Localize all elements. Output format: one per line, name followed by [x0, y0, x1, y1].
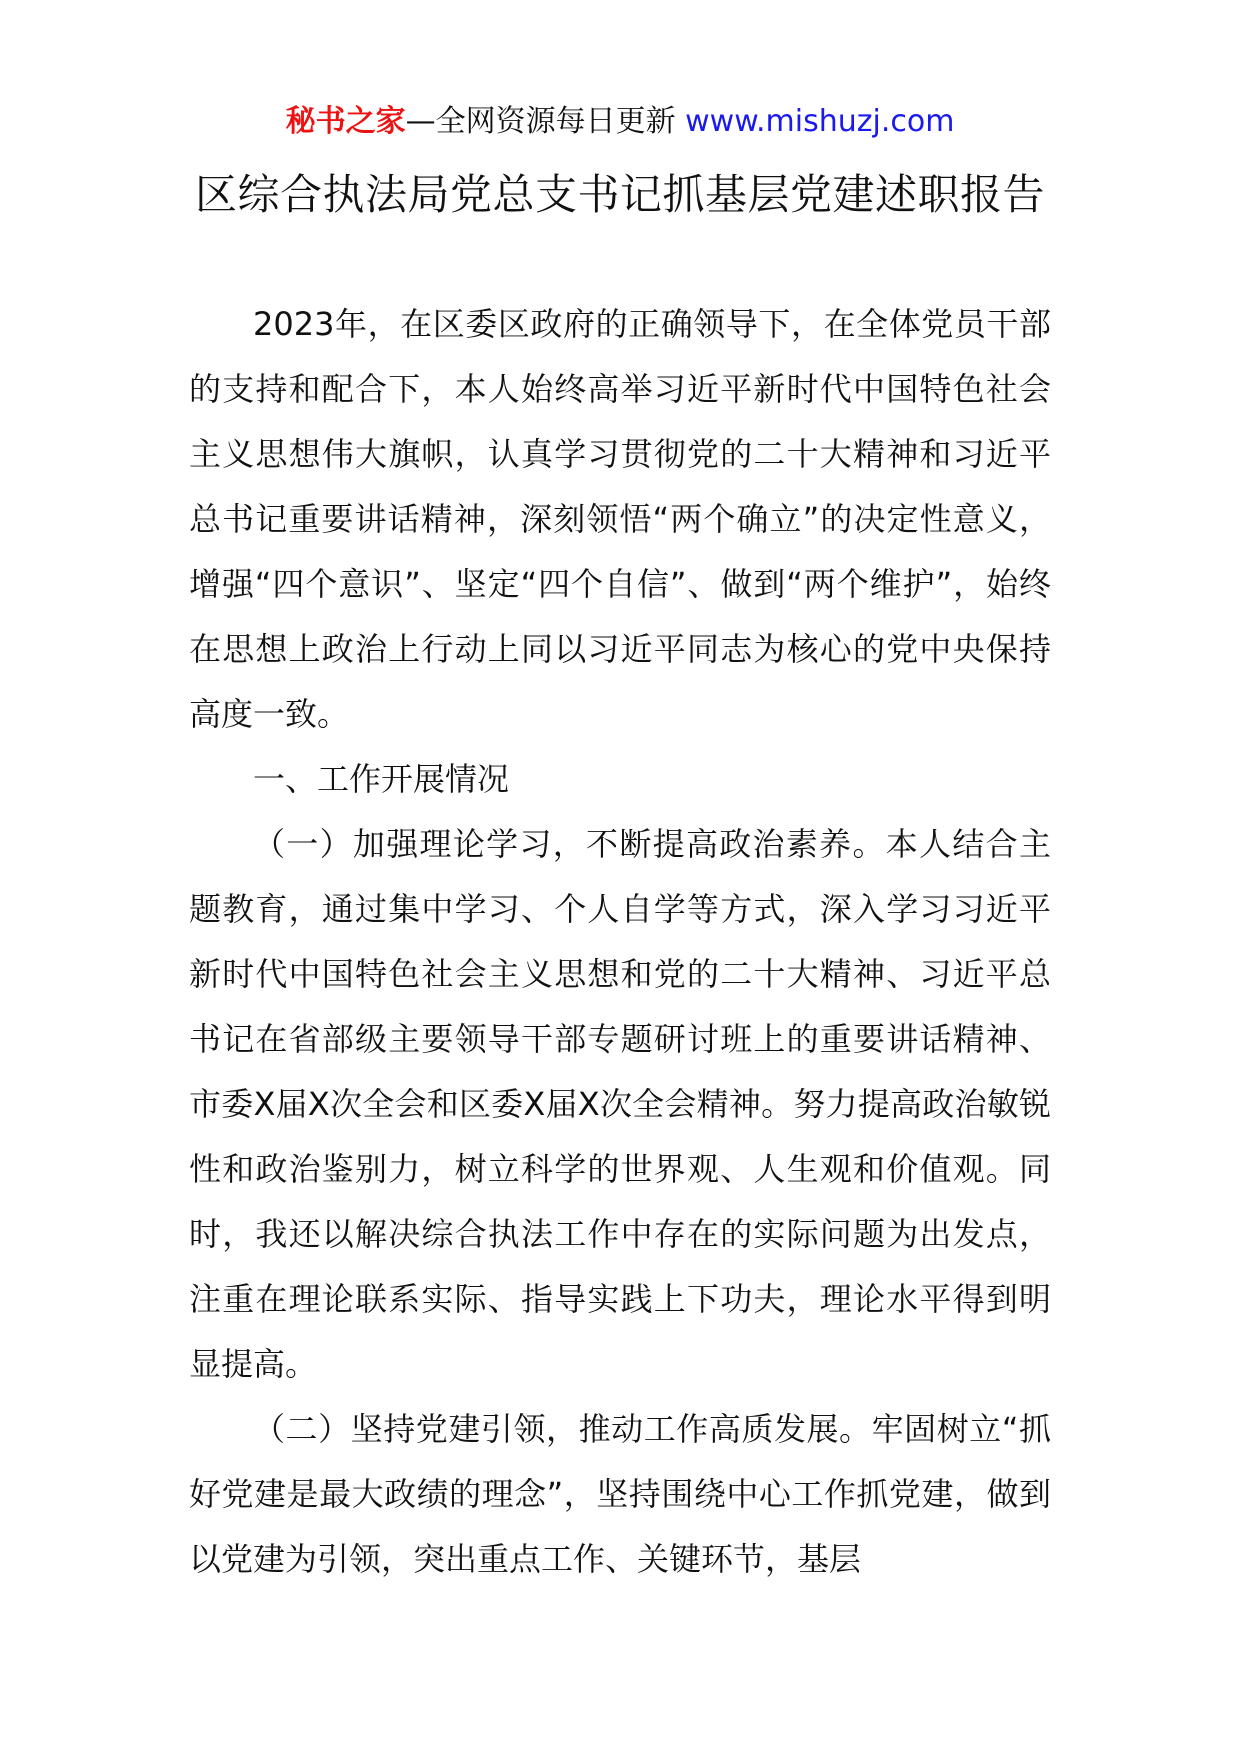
site-header	[0, 100, 1240, 144]
paragraph-party-building: （二）坚持党建引领，推动工作高质发展。牢固树立“抓好党建是最大政绩的理念”，坚持围绕中心工作抓党建，做到以党建为引领，突出重点工作、关键环节，基层	[189, 1410, 1051, 1578]
section-heading: 一、工作开展情况	[253, 760, 510, 798]
document-title: 区综合执法局党总支书记抓基层党建述职报告	[194, 170, 1045, 219]
paragraph-intro: 2023年，在区委区政府的正确领导下，在全体党员干部的支持和配合下，本人始终高举习近平新时代中国特色社会主义思想伟大旗帜，认真学习贯彻党的二十大精神和习近平总书记重要讲话精神，深刻领悟“两个确立”的决定性意义，增强“四个意识”、坚定“四个自信”、做到“两个维护”，始终在思想上政治上行动上同以习近平同志为核心的党中央保持高度一致。	[189, 305, 1051, 733]
paragraph-theory-study: （一）加强理论学习，不断提高政治素养。本人结合主题教育，通过集中学习、个人自学等方式，深入学习习近平新时代中国特色社会主义思想和党的二十大精神、习近平总书记在省部级主要领导干部专题研讨班上的重要讲话精神、市委X届X次全会和区委X届X次全会精神。努力提高政治敏锐性和政治鉴别力，树立科学的世界观、人生观和价值观。同时，我还以解决综合执法工作中存在的实际问题为出发点，注重在理论联系实际、指导实践上下功夫，理论水平得到明显提高。	[189, 825, 1051, 1383]
document-body	[189, 292, 1051, 1592]
header-tagline: —全网资源每日更新	[405, 104, 686, 139]
site-url-link[interactable]: www.mishuzj.com	[685, 104, 955, 139]
brand-name: 秘书之家	[285, 104, 406, 139]
